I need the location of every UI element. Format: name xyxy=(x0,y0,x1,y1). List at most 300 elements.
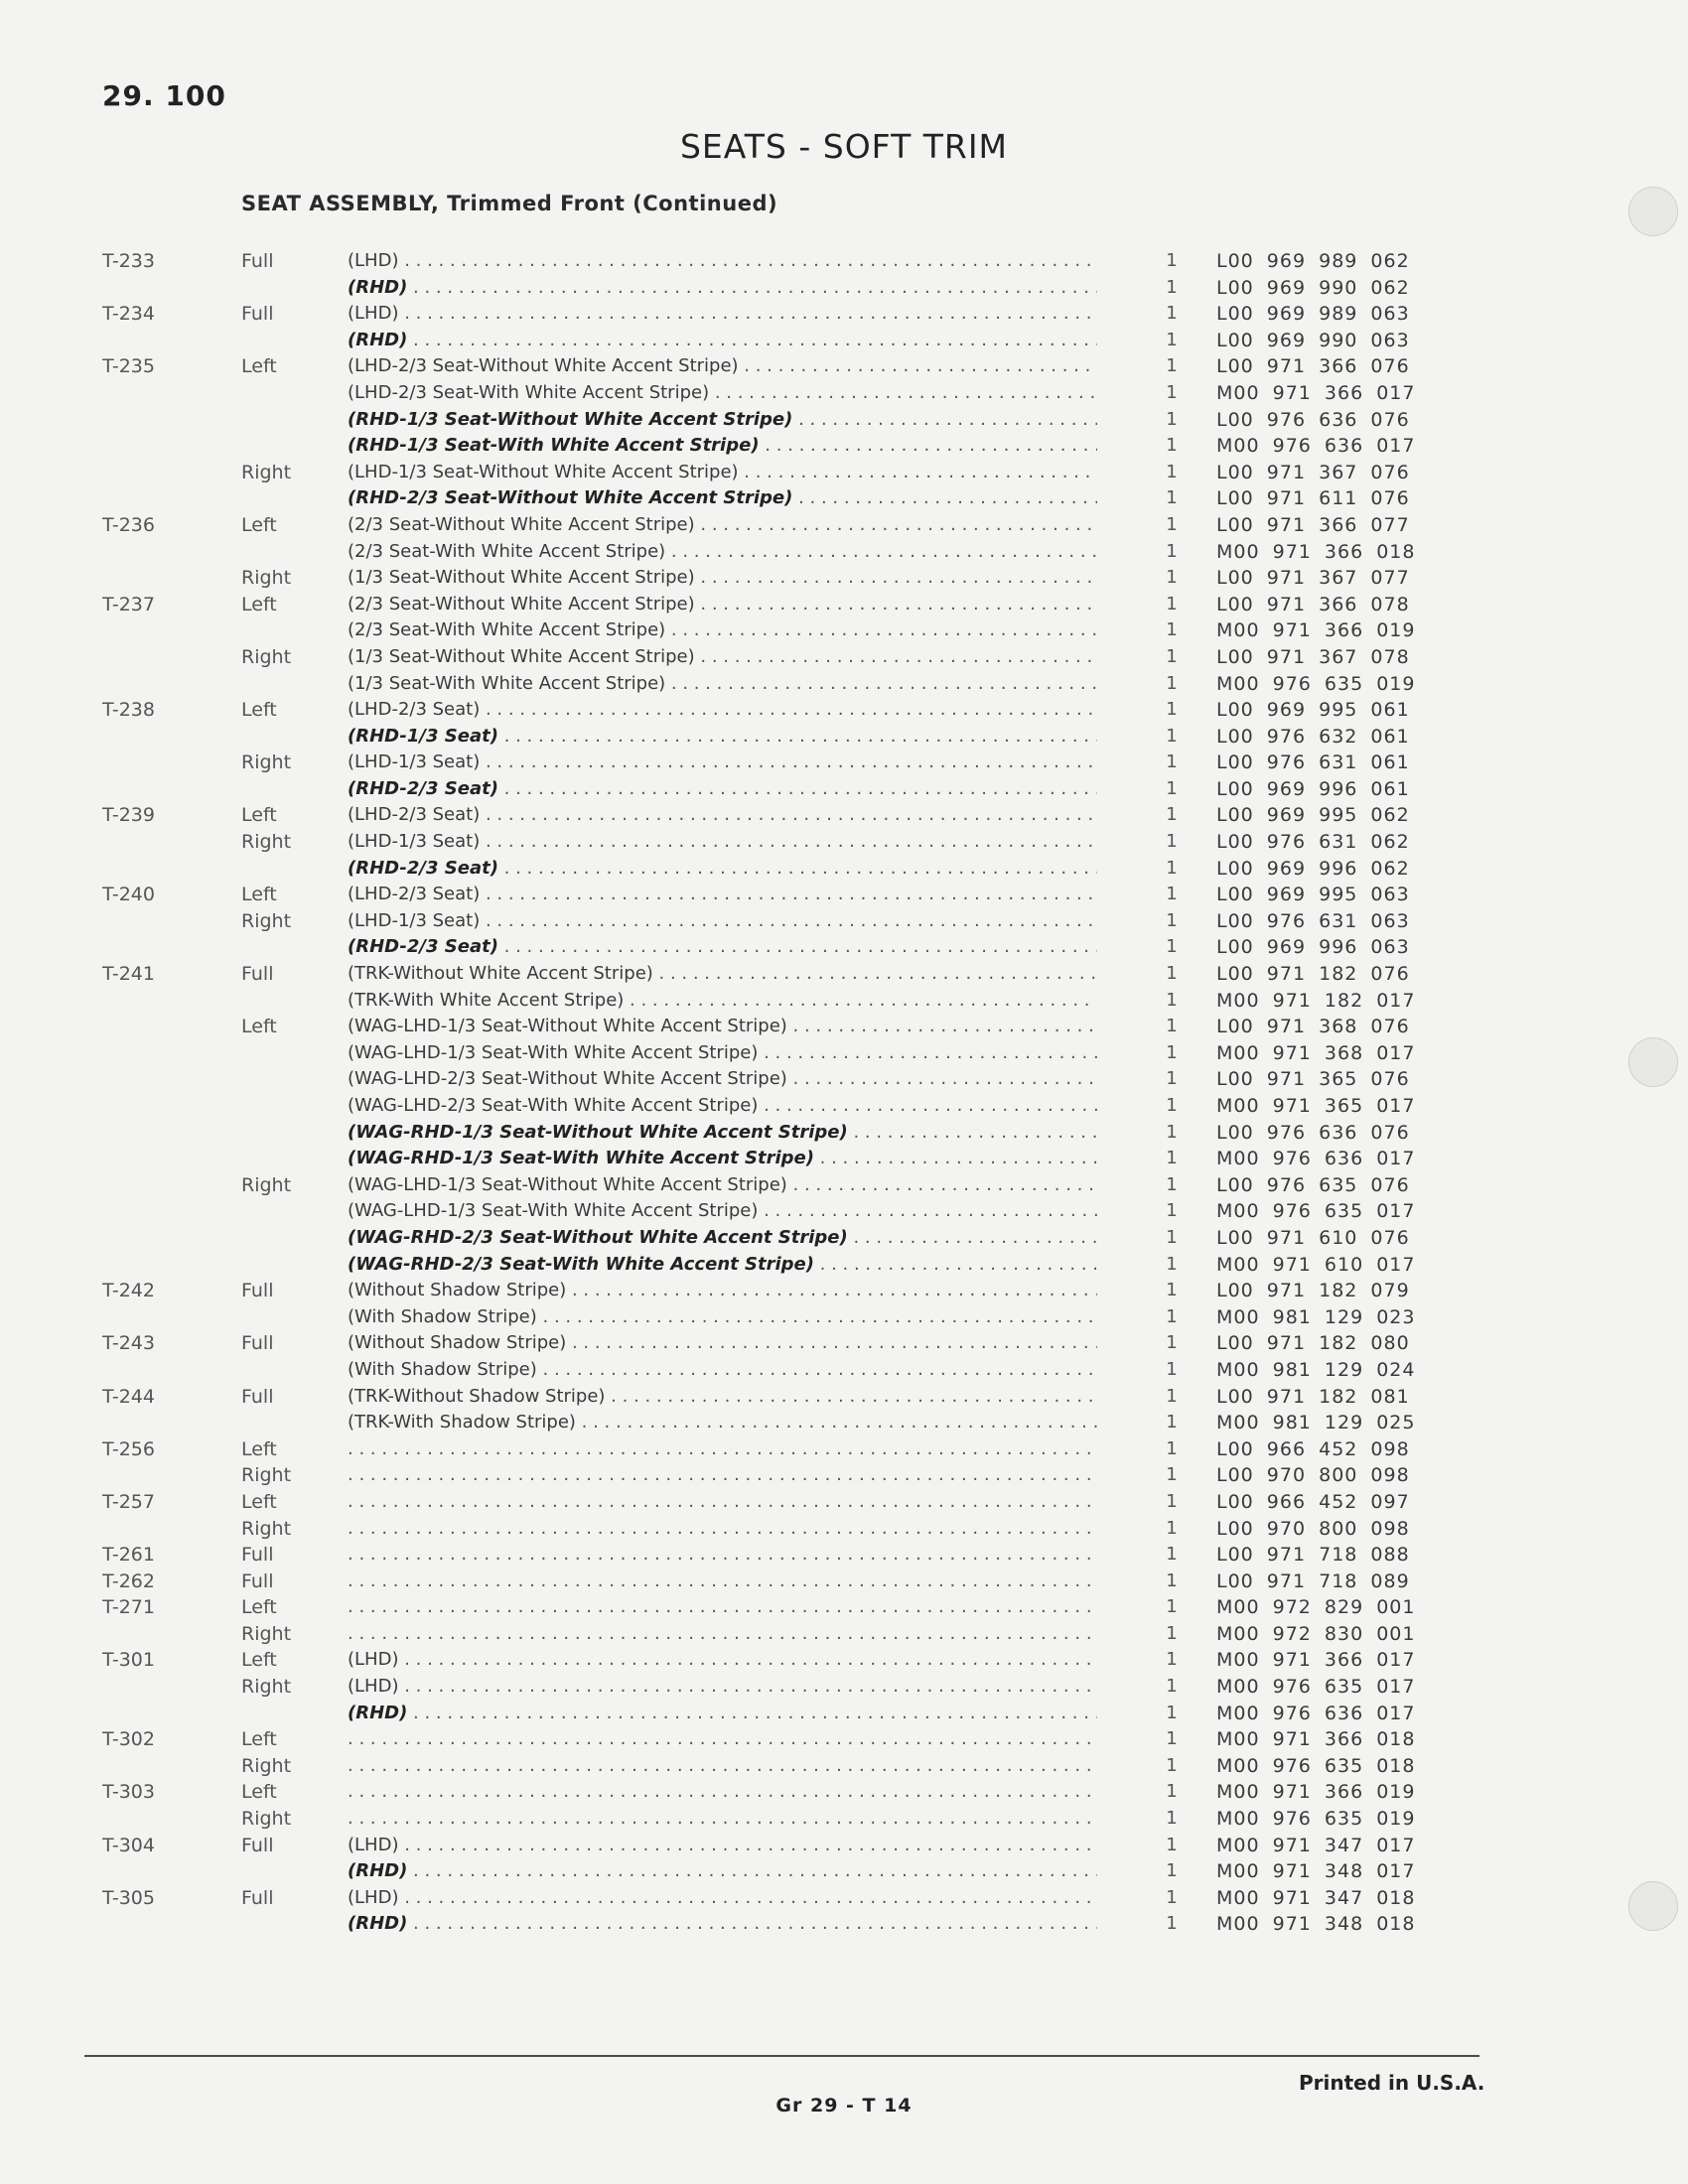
table-row xyxy=(0,1066,1688,1093)
part-number: L00 976 631 062 xyxy=(1216,831,1410,854)
description: (WAG-LHD-1/3 Seat-Without White Accent Stripe) . . . xyxy=(348,1172,1097,1199)
table-row xyxy=(0,1093,1688,1120)
description: (2/3 Seat-Without White Accent Stripe) . . . xyxy=(348,512,1097,539)
part-number: M00 971 365 017 xyxy=(1216,1095,1416,1117)
description: (LHD-2/3 Seat) . . . xyxy=(348,802,1097,829)
quantity: 1 xyxy=(1166,1913,1178,1935)
description: (WAG-RHD-1/3 Seat-Without White Accent Stripe) . . . xyxy=(348,1120,1097,1147)
description: (With Shadow Stripe) . . . xyxy=(348,1357,1097,1384)
table-row xyxy=(0,1120,1688,1147)
table-row xyxy=(0,1252,1688,1279)
table-row xyxy=(0,644,1688,671)
part-number: M00 971 366 019 xyxy=(1216,1781,1416,1804)
quantity: 1 xyxy=(1166,1886,1178,1908)
description: (LHD-2/3 Seat-With White Accent Stripe) . . . xyxy=(348,380,1097,407)
table-row xyxy=(0,1462,1688,1489)
description: (RHD-2/3 Seat-Without White Accent Stripe) . . . xyxy=(348,485,1097,512)
description: (LHD) . . . xyxy=(348,301,1097,328)
quantity: 1 xyxy=(1166,619,1178,641)
item-number: T-303 xyxy=(102,1781,155,1804)
table-row xyxy=(0,1753,1688,1780)
item-number: T-236 xyxy=(102,513,155,536)
seat-side: Full xyxy=(241,963,274,986)
table-row xyxy=(0,1516,1688,1543)
quantity: 1 xyxy=(1166,1676,1178,1698)
part-number: M00 981 129 025 xyxy=(1216,1412,1416,1434)
table-row xyxy=(0,988,1688,1015)
description: (WAG-RHD-1/3 Seat-With White Accent Stripe) . . . xyxy=(348,1146,1097,1172)
part-number: L00 976 632 061 xyxy=(1216,725,1410,748)
description: (LHD) . . . xyxy=(348,248,1097,275)
item-number: T-302 xyxy=(102,1728,155,1751)
item-number: T-235 xyxy=(102,355,155,378)
item-number: T-242 xyxy=(102,1280,155,1302)
table-row xyxy=(0,1384,1688,1411)
table-row xyxy=(0,460,1688,486)
table-row xyxy=(0,328,1688,354)
table-row xyxy=(0,1647,1688,1674)
quantity: 1 xyxy=(1166,1226,1178,1248)
description xyxy=(348,1779,1097,1806)
quantity: 1 xyxy=(1166,1358,1178,1380)
quantity: 1 xyxy=(1166,1280,1178,1301)
part-number: L00 966 452 097 xyxy=(1216,1490,1410,1513)
quantity: 1 xyxy=(1166,1596,1178,1618)
description: (1/3 Seat-Without White Accent Stripe) . . . xyxy=(348,644,1097,671)
description: (LHD) . . . xyxy=(348,1647,1097,1674)
table-row xyxy=(0,1304,1688,1331)
quantity: 1 xyxy=(1166,1622,1178,1644)
quantity: 1 xyxy=(1166,1570,1178,1591)
description: (RHD) . . . xyxy=(348,328,1097,354)
table-row xyxy=(0,1542,1688,1569)
description: (WAG-LHD-1/3 Seat-With White Accent Stripe) . . . xyxy=(348,1040,1097,1067)
part-number: M00 971 366 019 xyxy=(1216,619,1416,642)
part-number: L00 969 995 062 xyxy=(1216,804,1410,827)
part-number: M00 971 610 017 xyxy=(1216,1253,1416,1276)
part-number: L00 966 452 098 xyxy=(1216,1437,1410,1460)
table-row xyxy=(0,776,1688,803)
quantity: 1 xyxy=(1166,1041,1178,1063)
seat-side: Left xyxy=(241,1649,277,1672)
footer-page-code: Gr 29 - T 14 xyxy=(775,2095,913,2116)
printed-in-label: Printed in U.S.A. xyxy=(1299,2071,1485,2095)
seat-side: Left xyxy=(241,355,277,378)
part-number: L00 976 636 076 xyxy=(1216,1121,1410,1144)
quantity: 1 xyxy=(1166,672,1178,694)
table-row xyxy=(0,1330,1688,1357)
table-row xyxy=(0,1146,1688,1172)
table-row xyxy=(0,248,1688,275)
table-row xyxy=(0,1569,1688,1595)
description: (LHD-1/3 Seat) . . . xyxy=(348,829,1097,856)
quantity: 1 xyxy=(1166,1544,1178,1566)
seat-side: Left xyxy=(241,1781,277,1804)
part-number: M00 971 366 018 xyxy=(1216,540,1416,563)
part-number: M00 971 366 017 xyxy=(1216,381,1416,404)
table-row xyxy=(0,1621,1688,1648)
seat-side: Right xyxy=(241,567,292,590)
table-row xyxy=(0,275,1688,302)
description: (WAG-LHD-2/3 Seat-Without White Accent Stripe) . . . xyxy=(348,1066,1097,1093)
description: (RHD-1/3 Seat) . . . xyxy=(348,724,1097,751)
table-row xyxy=(0,617,1688,644)
description xyxy=(348,1621,1097,1648)
quantity: 1 xyxy=(1166,1437,1178,1459)
parts-table xyxy=(0,248,1688,1938)
description: (LHD-1/3 Seat) . . . xyxy=(348,750,1097,776)
seat-side: Left xyxy=(241,1728,277,1751)
seat-side: Right xyxy=(241,831,292,854)
quantity: 1 xyxy=(1166,963,1178,985)
description xyxy=(348,1436,1097,1463)
description: (TRK-Without Shadow Stripe) . . . xyxy=(348,1384,1097,1411)
part-number: M00 976 636 017 xyxy=(1216,1702,1416,1724)
table-row xyxy=(0,1885,1688,1912)
description: (WAG-LHD-1/3 Seat-Without White Accent Stripe) . . . xyxy=(348,1014,1097,1040)
table-row xyxy=(0,512,1688,539)
part-number: L00 969 996 063 xyxy=(1216,936,1410,959)
description: (WAG-LHD-2/3 Seat-With White Accent Stripe) . . . xyxy=(348,1093,1097,1120)
quantity: 1 xyxy=(1166,1385,1178,1407)
part-number: M00 971 348 018 xyxy=(1216,1913,1416,1936)
part-number: M00 971 368 017 xyxy=(1216,1041,1416,1064)
quantity: 1 xyxy=(1166,276,1178,298)
seat-side: Left xyxy=(241,1437,277,1460)
seat-side: Full xyxy=(241,1280,274,1302)
part-number: L00 971 718 089 xyxy=(1216,1570,1410,1592)
seat-side: Right xyxy=(241,1754,292,1777)
seat-side: Full xyxy=(241,1834,274,1856)
description: (LHD-1/3 Seat) . . . xyxy=(348,908,1097,935)
table-row xyxy=(0,882,1688,908)
quantity: 1 xyxy=(1166,725,1178,747)
part-number: L00 971 366 078 xyxy=(1216,593,1410,615)
description: (WAG-RHD-2/3 Seat-Without White Accent Stripe) . . . xyxy=(348,1225,1097,1252)
description: (LHD-2/3 Seat-Without White Accent Stripe) . . . xyxy=(348,353,1097,380)
part-number: L00 969 989 062 xyxy=(1216,250,1410,272)
quantity: 1 xyxy=(1166,831,1178,853)
quantity: 1 xyxy=(1166,329,1178,350)
description: (2/3 Seat-With White Accent Stripe) . . . xyxy=(348,617,1097,644)
quantity: 1 xyxy=(1166,540,1178,562)
quantity: 1 xyxy=(1166,1095,1178,1116)
quantity: 1 xyxy=(1166,435,1178,457)
part-number: M00 971 347 017 xyxy=(1216,1834,1416,1856)
seat-side: Full xyxy=(241,1886,274,1909)
description: (Without Shadow Stripe) . . . xyxy=(348,1330,1097,1357)
part-number: M00 971 366 017 xyxy=(1216,1649,1416,1672)
table-row xyxy=(0,724,1688,751)
quantity: 1 xyxy=(1166,777,1178,799)
description: (Without Shadow Stripe) . . . xyxy=(348,1278,1097,1304)
table-row xyxy=(0,1198,1688,1225)
item-number: T-238 xyxy=(102,699,155,722)
part-number: M00 976 635 017 xyxy=(1216,1676,1416,1699)
seat-side: Left xyxy=(241,593,277,615)
table-row xyxy=(0,380,1688,407)
description xyxy=(348,1726,1097,1753)
description: (RHD) . . . xyxy=(348,1911,1097,1938)
part-number: L00 971 182 080 xyxy=(1216,1332,1410,1355)
part-number: L00 971 611 076 xyxy=(1216,487,1410,510)
quantity: 1 xyxy=(1166,250,1178,271)
seat-side: Full xyxy=(241,1544,274,1567)
description: (LHD) . . . xyxy=(348,1674,1097,1701)
table-row xyxy=(0,1911,1688,1938)
description: (TRK-Without White Accent Stripe) . . . xyxy=(348,961,1097,988)
part-number: M00 976 635 018 xyxy=(1216,1754,1416,1777)
description: (LHD-1/3 Seat-Without White Accent Stripe) . . . xyxy=(348,460,1097,486)
table-row xyxy=(0,433,1688,460)
quantity: 1 xyxy=(1166,1068,1178,1090)
table-row xyxy=(0,301,1688,328)
description: (RHD-1/3 Seat-With White Accent Stripe) . . . xyxy=(348,433,1097,460)
item-number: T-234 xyxy=(102,303,155,326)
part-number: M00 971 348 017 xyxy=(1216,1860,1416,1883)
item-number: T-305 xyxy=(102,1886,155,1909)
description: (LHD-2/3 Seat) . . . xyxy=(348,882,1097,908)
description: (1/3 Seat-Without White Accent Stripe) . . . xyxy=(348,565,1097,592)
quantity: 1 xyxy=(1166,751,1178,773)
seat-side: Right xyxy=(241,1676,292,1699)
part-number: M00 976 636 017 xyxy=(1216,435,1416,458)
quantity: 1 xyxy=(1166,1490,1178,1512)
description: (LHD) . . . xyxy=(348,1833,1097,1859)
table-row xyxy=(0,1436,1688,1463)
description xyxy=(348,1569,1097,1595)
table-row xyxy=(0,1357,1688,1384)
description xyxy=(348,1462,1097,1489)
part-number: L00 971 182 081 xyxy=(1216,1385,1410,1408)
part-number: L00 971 366 077 xyxy=(1216,513,1410,536)
part-number: M00 976 635 019 xyxy=(1216,1808,1416,1831)
table-row xyxy=(0,565,1688,592)
quantity: 1 xyxy=(1166,1200,1178,1222)
quantity: 1 xyxy=(1166,1781,1178,1803)
table-row xyxy=(0,1225,1688,1252)
item-number: T-261 xyxy=(102,1544,155,1567)
description: (2/3 Seat-Without White Accent Stripe) . . . xyxy=(348,592,1097,618)
table-row xyxy=(0,1779,1688,1806)
description xyxy=(348,1489,1097,1516)
table-row xyxy=(0,1858,1688,1885)
part-number: L00 969 995 063 xyxy=(1216,884,1410,906)
description: (WAG-LHD-1/3 Seat-With White Accent Stripe) . . . xyxy=(348,1198,1097,1225)
quantity: 1 xyxy=(1166,645,1178,667)
seat-side: Right xyxy=(241,1517,292,1540)
description: (RHD) . . . xyxy=(348,1701,1097,1727)
seat-side: Left xyxy=(241,884,277,906)
item-number: T-256 xyxy=(102,1437,155,1460)
table-row xyxy=(0,934,1688,961)
quantity: 1 xyxy=(1166,857,1178,879)
table-row xyxy=(0,802,1688,829)
part-number: L00 969 989 063 xyxy=(1216,303,1410,326)
item-number: T-271 xyxy=(102,1596,155,1619)
seat-side: Right xyxy=(241,1173,292,1196)
description: (RHD) . . . xyxy=(348,275,1097,302)
section-heading: SEAT ASSEMBLY, Trimmed Front (Continued) xyxy=(241,192,778,215)
seat-side: Right xyxy=(241,1622,292,1645)
table-row xyxy=(0,1833,1688,1859)
item-number: T-257 xyxy=(102,1490,155,1513)
table-row xyxy=(0,1806,1688,1833)
quantity: 1 xyxy=(1166,1728,1178,1750)
part-number: L00 976 631 063 xyxy=(1216,909,1410,932)
description: (RHD-2/3 Seat) . . . xyxy=(348,934,1097,961)
item-number: T-233 xyxy=(102,250,155,272)
page-title: SEATS - SOFT TRIM xyxy=(679,127,1009,166)
table-row xyxy=(0,1014,1688,1040)
seat-side: Full xyxy=(241,1385,274,1408)
quantity: 1 xyxy=(1166,1253,1178,1275)
quantity: 1 xyxy=(1166,1860,1178,1882)
part-number: L00 971 610 076 xyxy=(1216,1226,1410,1249)
item-number: T-237 xyxy=(102,593,155,615)
seat-side: Right xyxy=(241,461,292,483)
part-number: M00 976 635 019 xyxy=(1216,672,1416,695)
table-row xyxy=(0,1278,1688,1304)
footer-rule xyxy=(84,2055,1479,2057)
seat-side: Full xyxy=(241,1332,274,1355)
description: (WAG-RHD-2/3 Seat-With White Accent Stripe) . . . xyxy=(348,1252,1097,1279)
seat-side: Left xyxy=(241,513,277,536)
quantity: 1 xyxy=(1166,381,1178,403)
description: (1/3 Seat-With White Accent Stripe) . . . xyxy=(348,671,1097,698)
table-row xyxy=(0,697,1688,724)
seat-side: Right xyxy=(241,645,292,668)
quantity: 1 xyxy=(1166,1305,1178,1327)
description xyxy=(348,1516,1097,1543)
page-number: 29. 100 xyxy=(102,79,226,112)
part-number: M00 981 129 024 xyxy=(1216,1358,1416,1381)
description xyxy=(348,1806,1097,1833)
item-number: T-262 xyxy=(102,1570,155,1592)
seat-side: Left xyxy=(241,804,277,827)
quantity: 1 xyxy=(1166,884,1178,905)
quantity: 1 xyxy=(1166,1808,1178,1830)
part-number: M00 971 182 017 xyxy=(1216,989,1416,1012)
quantity: 1 xyxy=(1166,1148,1178,1169)
item-number: T-304 xyxy=(102,1834,155,1856)
table-row xyxy=(0,1040,1688,1067)
seat-side: Full xyxy=(241,1570,274,1592)
table-row xyxy=(0,407,1688,434)
table-row xyxy=(0,1674,1688,1701)
punch-hole xyxy=(1628,187,1678,236)
seat-side: Full xyxy=(241,250,274,272)
description: (RHD-1/3 Seat-Without White Accent Stripe) . . . xyxy=(348,407,1097,434)
table-row xyxy=(0,671,1688,698)
table-row xyxy=(0,353,1688,380)
quantity: 1 xyxy=(1166,408,1178,430)
table-row xyxy=(0,539,1688,566)
quantity: 1 xyxy=(1166,303,1178,325)
seat-side: Left xyxy=(241,1016,277,1038)
seat-side: Right xyxy=(241,1464,292,1487)
quantity: 1 xyxy=(1166,1702,1178,1723)
quantity: 1 xyxy=(1166,804,1178,826)
part-number: M00 972 829 001 xyxy=(1216,1596,1416,1619)
part-number: L00 971 365 076 xyxy=(1216,1068,1410,1091)
item-number: T-301 xyxy=(102,1649,155,1672)
part-number: L00 969 990 062 xyxy=(1216,276,1410,299)
quantity: 1 xyxy=(1166,513,1178,535)
item-number: T-239 xyxy=(102,804,155,827)
description: (LHD-2/3 Seat) . . . xyxy=(348,697,1097,724)
table-row xyxy=(0,1594,1688,1621)
item-number: T-244 xyxy=(102,1385,155,1408)
quantity: 1 xyxy=(1166,1016,1178,1037)
table-row xyxy=(0,1701,1688,1727)
part-number: L00 969 990 063 xyxy=(1216,329,1410,351)
quantity: 1 xyxy=(1166,989,1178,1011)
description: (LHD) . . . xyxy=(348,1885,1097,1912)
table-row xyxy=(0,592,1688,618)
description: (With Shadow Stripe) . . . xyxy=(348,1304,1097,1331)
description xyxy=(348,1542,1097,1569)
item-number: T-240 xyxy=(102,884,155,906)
quantity: 1 xyxy=(1166,1332,1178,1354)
quantity: 1 xyxy=(1166,1834,1178,1855)
quantity: 1 xyxy=(1166,461,1178,482)
quantity: 1 xyxy=(1166,1649,1178,1671)
quantity: 1 xyxy=(1166,936,1178,958)
part-number: M00 971 366 018 xyxy=(1216,1728,1416,1751)
table-row xyxy=(0,1726,1688,1753)
description: (RHD-2/3 Seat) . . . xyxy=(348,776,1097,803)
part-number: M00 971 347 018 xyxy=(1216,1886,1416,1909)
description: (TRK-With White Accent Stripe) . . . xyxy=(348,988,1097,1015)
quantity: 1 xyxy=(1166,567,1178,589)
table-row xyxy=(0,1172,1688,1199)
table-row xyxy=(0,856,1688,883)
part-number: L00 971 367 078 xyxy=(1216,645,1410,668)
part-number: L00 970 800 098 xyxy=(1216,1464,1410,1487)
quantity: 1 xyxy=(1166,1754,1178,1776)
table-row xyxy=(0,829,1688,856)
part-number: L00 971 367 076 xyxy=(1216,461,1410,483)
quantity: 1 xyxy=(1166,1464,1178,1486)
item-number: T-241 xyxy=(102,963,155,986)
quantity: 1 xyxy=(1166,1412,1178,1433)
quantity: 1 xyxy=(1166,909,1178,931)
quantity: 1 xyxy=(1166,355,1178,377)
table-row xyxy=(0,908,1688,935)
part-number: L00 976 635 076 xyxy=(1216,1173,1410,1196)
part-number: L00 970 800 098 xyxy=(1216,1517,1410,1540)
table-row xyxy=(0,1489,1688,1516)
part-number: M00 976 635 017 xyxy=(1216,1200,1416,1223)
table-row xyxy=(0,750,1688,776)
part-number: L00 971 367 077 xyxy=(1216,567,1410,590)
description: (RHD-2/3 Seat) . . . xyxy=(348,856,1097,883)
seat-side: Left xyxy=(241,1596,277,1619)
part-number: L00 971 182 079 xyxy=(1216,1280,1410,1302)
description: (TRK-With Shadow Stripe) . . . xyxy=(348,1410,1097,1436)
quantity: 1 xyxy=(1166,593,1178,614)
part-number: L00 969 995 061 xyxy=(1216,699,1410,722)
seat-side: Right xyxy=(241,751,292,774)
seat-side: Right xyxy=(241,1808,292,1831)
part-number: M00 972 830 001 xyxy=(1216,1622,1416,1645)
part-number: L00 976 631 061 xyxy=(1216,751,1410,774)
description xyxy=(348,1753,1097,1780)
part-number: L00 976 636 076 xyxy=(1216,408,1410,431)
part-number: L00 969 996 062 xyxy=(1216,857,1410,880)
quantity: 1 xyxy=(1166,699,1178,721)
